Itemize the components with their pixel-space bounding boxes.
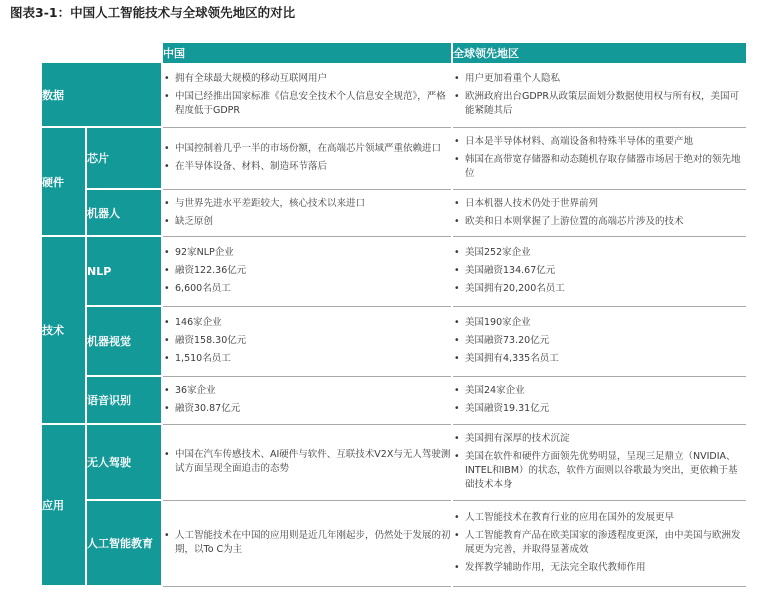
list-item: • 美国在软件和硬件方面领先优势明显，呈现三足鼎立（NVIDIA、INTEL和IBM）的状态，软件方面则以谷歌最为突出，更依赖于基础技术本身 xyxy=(453,450,746,492)
list-item: • 中国已经推出国家标准《信息安全技术个人信息安全规范》，严格程度低于GDPR xyxy=(163,90,451,118)
list-item: • 融资30.87亿元 xyxy=(163,402,451,416)
header-row xyxy=(42,43,746,63)
list-item: • 人工智能教育产品在欧美国家的渗透程度更深，由中美国与欧洲发展更为完善，并取得显著成效 xyxy=(453,529,746,557)
list-item: • 发挥教学辅助作用，无法完全取代教师作用 xyxy=(453,561,746,575)
category-data: 数据 xyxy=(42,63,162,127)
list-item: • 美国拥有4,335名员工 xyxy=(453,352,746,366)
subcategory-chips: 芯片 xyxy=(86,127,162,189)
table-row xyxy=(42,500,746,586)
subcategory-autonomous: 无人驾驶 xyxy=(86,424,162,500)
cell-chips-china xyxy=(162,127,452,189)
category-hardware: 硬件 xyxy=(42,127,86,236)
list-item: • 美国拥有深厚的技术沉淀 xyxy=(453,432,746,446)
cell-robots-china xyxy=(162,189,452,236)
table-row xyxy=(42,127,746,189)
cell-robots-global xyxy=(452,189,746,236)
cell-chips-global xyxy=(452,127,746,189)
table-row xyxy=(42,63,746,127)
list-item: • 日本机器人技术仍处于世界前列 xyxy=(453,197,746,211)
list-item: • 欧洲政府出台GDPR从政策层面划分数据使用权与所有权，美国可能紧随其后 xyxy=(453,90,746,118)
category-application: 应用 xyxy=(42,424,86,586)
list-item: • 日本是半导体材料、高端设备和特殊半导体的重要产地 xyxy=(453,135,746,149)
list-item: • 美国24家企业 xyxy=(453,384,746,398)
cell-nlp-china xyxy=(162,236,452,306)
list-item: • 在半导体设备、材料、制造环节落后 xyxy=(163,160,451,174)
figure-title: 图表3-1：中国人工智能技术与全球领先地区的对比 xyxy=(10,5,296,20)
subcategory-robots: 机器人 xyxy=(86,189,162,236)
list-item: • 美国融资134.67亿元 xyxy=(453,264,746,278)
list-item: • 中国在汽车传感技术、AI硬件与软件、互联技术V2X与无人驾驶测试方面呈现全面追击的态势 xyxy=(163,448,451,476)
list-item: • 韩国在高带宽存储器和动态随机存取存储器市场居于绝对的领先地位 xyxy=(453,153,746,181)
cell-data-china xyxy=(162,63,452,127)
list-item: • 与世界先进水平差距较大，核心技术以来进口 xyxy=(163,197,451,211)
table-row xyxy=(42,236,746,306)
cell-data-global xyxy=(452,63,746,127)
list-item: • 欧美和日本则掌握了上游位置的高端芯片涉及的技术 xyxy=(453,215,746,229)
list-item: • 融资158.30亿元 xyxy=(163,334,451,348)
list-item: • 美国拥有20,200名员工 xyxy=(453,282,746,296)
list-item: • 美国融资73.20亿元 xyxy=(453,334,746,348)
cell-vision-global xyxy=(452,306,746,376)
table-row xyxy=(42,376,746,424)
cell-autonomous-china xyxy=(162,424,452,500)
list-item: • 美国252家企业 xyxy=(453,246,746,260)
table-row xyxy=(42,424,746,500)
list-item: • 缺乏原创 xyxy=(163,215,451,229)
list-item: • 美国190家企业 xyxy=(453,316,746,330)
header-china: 中国 xyxy=(162,43,452,63)
table-row xyxy=(42,306,746,376)
list-item: • 美国融资19.31亿元 xyxy=(453,402,746,416)
subcategory-education: 人工智能教育 xyxy=(86,500,162,586)
cell-education-global xyxy=(452,500,746,586)
subcategory-nlp: NLP xyxy=(86,236,162,306)
list-item: • 融资122.36亿元 xyxy=(163,264,451,278)
list-item: • 146家企业 xyxy=(163,316,451,330)
table-row xyxy=(42,189,746,236)
list-item: • 6,600名员工 xyxy=(163,282,451,296)
list-item: • 1,510名员工 xyxy=(163,352,451,366)
cell-autonomous-global xyxy=(452,424,746,500)
cell-nlp-global xyxy=(452,236,746,306)
list-item: • 36家企业 xyxy=(163,384,451,398)
comparison-table xyxy=(42,43,746,587)
header-corner xyxy=(42,43,162,63)
cell-speech-china xyxy=(162,376,452,424)
list-item: • 中国控制着几乎一半的市场份额，在高端芯片领域严重依赖进口 xyxy=(163,142,451,156)
list-item: • 92家NLP企业 xyxy=(163,246,451,260)
cell-education-china xyxy=(162,500,452,586)
header-global: 全球领先地区 xyxy=(452,43,746,63)
category-technology: 技术 xyxy=(42,236,86,424)
cell-speech-global xyxy=(452,376,746,424)
list-item: • 人工智能技术在中国的应用则是近几年刚起步，仍然处于发展的初期，以To C为主 xyxy=(163,529,451,557)
list-item: • 用户更加看重个人隐私 xyxy=(453,72,746,86)
subcategory-vision: 机器视觉 xyxy=(86,306,162,376)
subcategory-speech: 语音识别 xyxy=(86,376,162,424)
list-item: • 人工智能技术在教育行业的应用在国外的发展更早 xyxy=(453,511,746,525)
cell-vision-china xyxy=(162,306,452,376)
list-item: • 拥有全球最大规模的移动互联网用户 xyxy=(163,72,451,86)
